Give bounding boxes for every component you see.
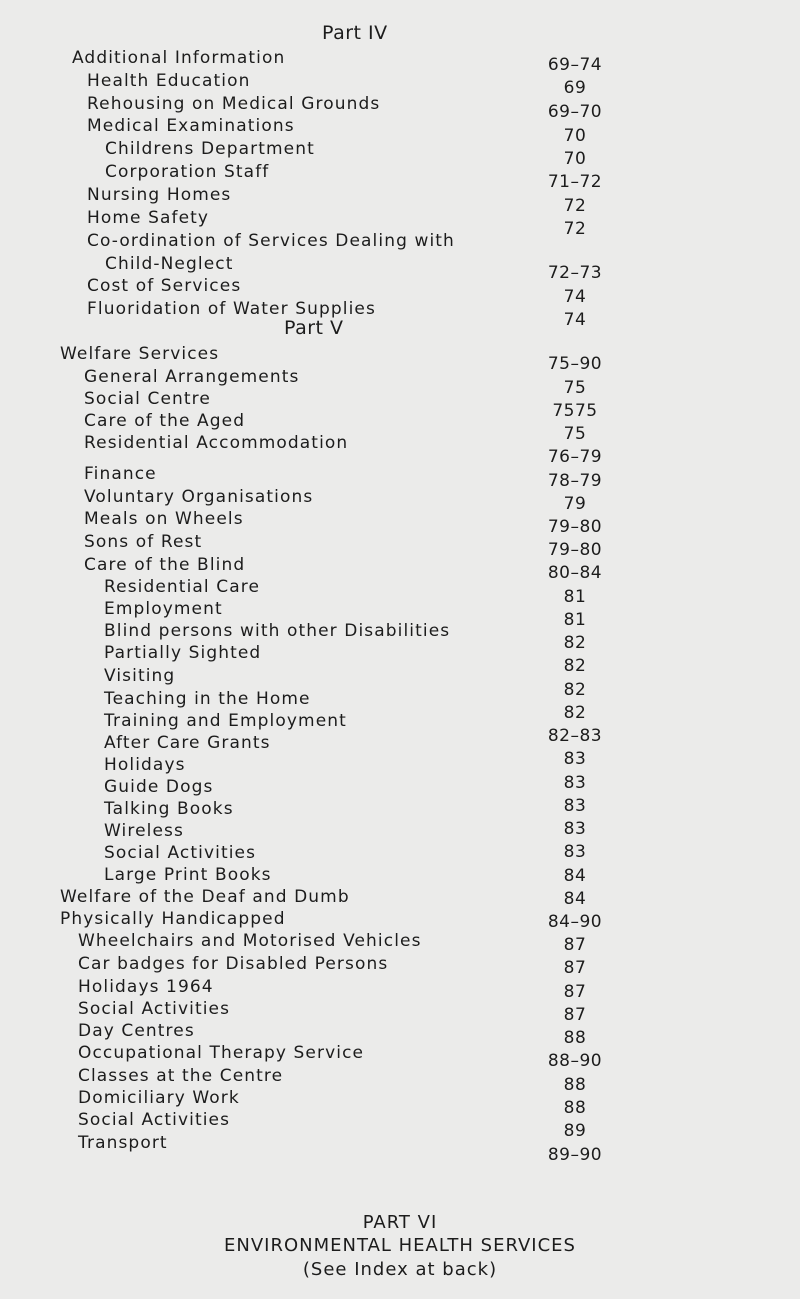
toc-page: 83 [563, 796, 587, 816]
toc-page: 88 [563, 1075, 587, 1095]
toc-entry: Wireless [104, 821, 184, 841]
toc-page: 79 [563, 494, 587, 514]
toc-page: 82–83 [547, 726, 603, 746]
toc-entry: Finance [84, 464, 157, 484]
toc-entry: Car badges for Disabled Persons [78, 954, 389, 974]
toc-entry: Care of the Blind [84, 555, 246, 575]
toc-page: 82 [563, 633, 587, 653]
toc-entry: Transport [78, 1133, 168, 1153]
toc-page: 88–90 [547, 1051, 603, 1071]
toc-entry: Partially Sighted [104, 643, 262, 663]
toc-entry: Classes at the Centre [78, 1066, 284, 1086]
toc-entry: Care of the Aged [84, 411, 246, 431]
toc-entry: Blind persons with other Disabilities [104, 621, 451, 641]
toc-page: 75–90 [547, 354, 603, 374]
toc-entry: Social Activities [78, 999, 231, 1019]
toc-entry: After Care Grants [104, 733, 271, 753]
toc-page-rehousing: 69–70 [547, 102, 603, 122]
toc-entry: Social Centre [84, 389, 211, 409]
toc-page-additional-information: 69–74 [547, 55, 603, 75]
toc-page-cost-of-services: 74 [563, 287, 587, 307]
toc-page-medical-examinations: 70 [563, 126, 587, 146]
toc-page: 81 [563, 610, 587, 630]
toc-page: 82 [563, 680, 587, 700]
toc-page: 89–90 [547, 1145, 603, 1165]
part-vi-note: (See Index at back) [302, 1259, 498, 1280]
toc-page: 78–79 [547, 471, 603, 491]
toc-page: 80–84 [547, 563, 603, 583]
part-vi-title: ENVIRONMENTAL HEALTH SERVICES [224, 1235, 576, 1256]
toc-entry: Visiting [104, 666, 176, 686]
toc-entry-cost-of-services: Cost of Services [87, 276, 242, 296]
toc-entry-medical-examinations: Medical Examinations [87, 116, 295, 136]
toc-page: 83 [563, 819, 587, 839]
toc-page: 75 [563, 424, 587, 444]
toc-page: 88 [563, 1098, 587, 1118]
toc-page: 87 [563, 958, 587, 978]
toc-entry: Residential Care [104, 577, 261, 597]
toc-page: 76–79 [547, 447, 603, 467]
toc-page: 83 [563, 842, 587, 862]
toc-page: 82 [563, 703, 587, 723]
toc-entry: Physically Handicapped [60, 909, 286, 929]
toc-page-fluoridation: 74 [563, 310, 587, 330]
toc-page: 79–80 [547, 540, 603, 560]
toc-page: 87 [563, 982, 587, 1002]
toc-entry-nursing-homes: Nursing Homes [87, 185, 232, 205]
toc-entry: General Arrangements [84, 367, 300, 387]
toc-entry: Training and Employment [104, 711, 347, 731]
toc-entry-child-neglect: Child-Neglect [105, 254, 234, 274]
toc-entry: Teaching in the Home [104, 689, 311, 709]
toc-entry-childrens-department: Childrens Department [105, 139, 315, 159]
toc-page-child-neglect: 72–73 [547, 263, 603, 283]
toc-page: 87 [563, 935, 587, 955]
toc-entry: Talking Books [104, 799, 234, 819]
part-iv-heading: Part IV [322, 22, 388, 44]
toc-page: 89 [563, 1121, 587, 1141]
toc-page: 84–90 [547, 912, 603, 932]
part-vi-heading: PART VI [362, 1212, 438, 1233]
toc-entry-health-education: Health Education [87, 71, 251, 91]
toc-page: 87 [563, 1005, 587, 1025]
toc-entry-additional-information: Additional Information [72, 48, 286, 68]
toc-page: 81 [563, 587, 587, 607]
toc-entry: Social Activities [104, 843, 257, 863]
toc-entry-fluoridation: Fluoridation of Water Supplies [87, 299, 376, 319]
toc-entry-rehousing: Rehousing on Medical Grounds [87, 94, 381, 114]
toc-entry: Occupational Therapy Service [78, 1043, 365, 1063]
toc-page: 7575 [552, 401, 598, 421]
toc-entry-co-ordination: Co-ordination of Services Dealing with [87, 231, 455, 251]
toc-entry: Large Print Books [104, 865, 272, 885]
toc-entry: Sons of Rest [84, 532, 203, 552]
toc-entry: Domiciliary Work [78, 1088, 240, 1108]
toc-entry: Welfare of the Deaf and Dumb [60, 887, 350, 907]
toc-entry: Voluntary Organisations [84, 487, 314, 507]
toc-page: 79–80 [547, 517, 603, 537]
toc-entry-corporation-staff: Corporation Staff [105, 162, 270, 182]
toc-page: 84 [563, 866, 587, 886]
toc-page: 84 [563, 889, 587, 909]
toc-page: 88 [563, 1028, 587, 1048]
toc-entry: Welfare Services [60, 344, 220, 364]
toc-page: 82 [563, 656, 587, 676]
toc-page-health-education: 69 [563, 78, 587, 98]
toc-page-corporation-staff: 71–72 [547, 172, 603, 192]
part-v-heading: Part V [284, 317, 344, 339]
toc-entry: Holidays [104, 755, 186, 775]
toc-page: 83 [563, 749, 587, 769]
toc-page: 83 [563, 773, 587, 793]
toc-entry: Meals on Wheels [84, 509, 244, 529]
toc-page: 75 [563, 378, 587, 398]
toc-entry: Holidays 1964 [78, 977, 214, 997]
toc-entry-home-safety: Home Safety [87, 208, 210, 228]
toc-entry: Residential Accommodation [84, 433, 349, 453]
toc-entry: Employment [104, 599, 223, 619]
toc-entry: Day Centres [78, 1021, 195, 1041]
toc-entry: Guide Dogs [104, 777, 214, 797]
toc-entry: Social Activities [78, 1110, 231, 1130]
toc-page-nursing-homes: 72 [563, 196, 587, 216]
toc-page-childrens-department: 70 [563, 149, 587, 169]
toc-page-home-safety: 72 [563, 219, 587, 239]
toc-entry: Wheelchairs and Motorised Vehicles [78, 931, 422, 951]
